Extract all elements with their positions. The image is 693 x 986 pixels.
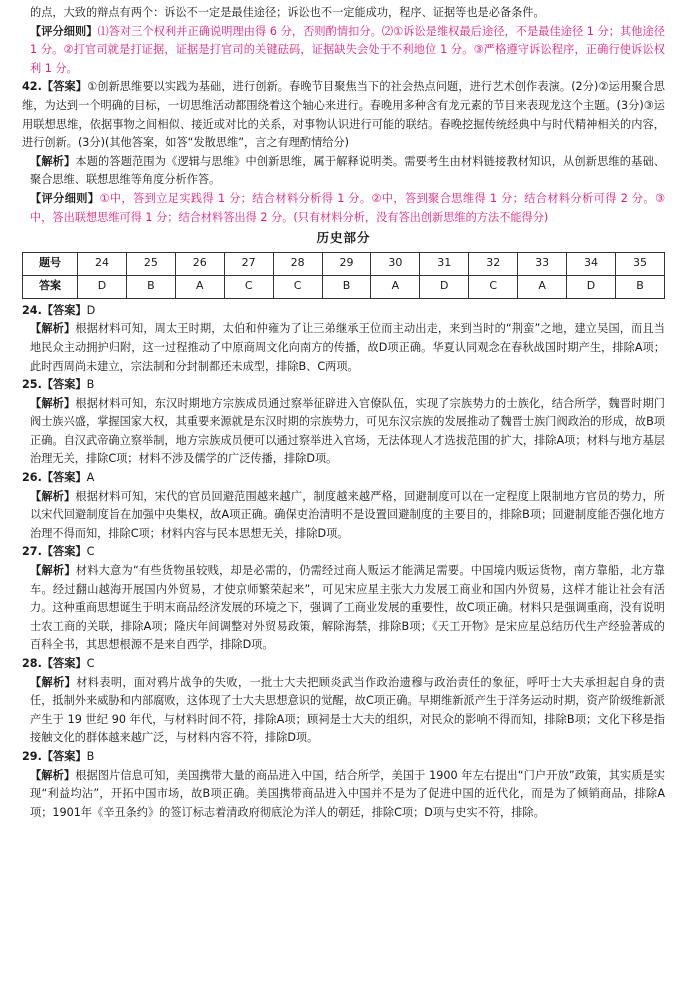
answer-key-table	[22, 252, 665, 299]
answer-letter: C	[86, 545, 95, 559]
question-number-cell: 32	[469, 252, 518, 275]
analysis-text: 材料大意为“有些货物虽较贱，却是必需的，仍需经过商人贩运才能满足需要。中国境内贩运货物，南方靠船，北方靠车。经过翻山越海开展国内外贸易，才使京师繁荣起来”，可见宋应星主张大力发展工商业和国内外贸易，这样才能让社会有活力。这种重商思想诞生于明末商品经济发展的环境之下，强调了工商业发展的重要性，故C项正确。材料只是强调重商，没有说明士农工商的关联，排除A项；隆庆年间调整对外贸易政策，解除海禁，排除B项；《天工开物》是宋应星总结历代生产经验著成的百科全书，其思想根源不是来自西学，排除D项。	[30, 564, 665, 652]
question-analysis	[22, 562, 665, 655]
question-number-cell: 27	[224, 252, 273, 275]
answer-tag: 【答案】	[41, 471, 87, 485]
answer-cell: D	[567, 275, 616, 298]
question-analysis	[22, 395, 665, 469]
answer-letter: B	[86, 378, 95, 392]
analysis-text: 根据材料可知，宋代的官员回避范围越来越广，制度越来越严格，回避制度可以在一定程度上限制地方官员的势力，所以宋代回避制度旨在加强中央集权，故A项正确。确保吏治清明不是设置回避制度的主要目的，排除B项；回避制度能否强化地方治理不得而知，排除C项；材料内容与民本思想无关，排除D项。	[30, 489, 665, 540]
rubric-text: ①中，答到立足实践得 1 分；结合材料分析得 1 分。②中，答到聚合思维得 1 分；结合材料分析可得 2 分。③中，答出联想思维可得 1 分；结合材料答出得 2 分。(只有材料分析，没有答出创新思维的方法不能得分)	[30, 191, 665, 224]
answer-cell: B	[322, 275, 371, 298]
answer-cell: B	[615, 275, 664, 298]
analysis-tag: 【解析】	[30, 675, 77, 689]
answer-letter: D	[86, 303, 96, 317]
question-number-cell: 24	[78, 252, 127, 275]
analysis-tag: 【解析】	[30, 489, 76, 503]
analysis-text: 根据图片信息可知，美国携带大量的商品进入中国，结合所学，美国于 1900 年左右提出“门户开放”政策，其实质是实现“利益均沾”，开拓中国市场，故B项正确。美国携带商品进入中国并不是为了促进中国的近代化，而是为了倾销商品，排除A项；1901年《辛丑条约》的签订标志着清政府彻底沦为洋人的朝廷，排除C项；D项与史实不符，排除。	[30, 768, 665, 819]
question-number: 28.	[22, 657, 42, 670]
answer-cell: D	[420, 275, 469, 298]
answer-cell: B	[126, 275, 175, 298]
answer-text: ①创新思维要以实践为基础，进行创新。春晚节目聚焦当下的社会热点问题，进行艺术创作表演。(2分)②运用聚合思维，为达到一个明确的目标，一切思维活动都围绕着这个轴心来进行。春晚用多种含有龙元素的节目来表现龙这个主题。(3分)③运用联想思维，依据事物之间相似、接近或对比的关系，对事物认识进行可能的联结。春晚挖掘传统经典中与时代精神相关的内容，进行创新。(3分)(其他答案，如答“发散思维”，言之有理酌情给分)	[22, 80, 665, 150]
analysis-tag: 【解析】	[30, 322, 76, 336]
question-answer-line	[22, 543, 665, 562]
answer-tag: 【答案】	[41, 657, 87, 670]
analysis-tag: 【解析】	[30, 768, 76, 782]
question-number: 26.	[22, 471, 42, 485]
answer-label: 答案	[23, 275, 78, 298]
answer-tag: 【答案】	[41, 749, 87, 763]
analysis-text: 材料表明，面对鸦片战争的失败，一批士大夫把顾炎武当作政治遗穆与政治责任的象征，呼吁士大夫承担起自身的责任，抵制外来威胁和内部腐败，这体现了士大夫思想意识的觉醒，故C项正确。早期维新派产生于洋务运动时期，资产阶级维新派产生于 19 世纪 90 年代，与材料时间不符，排除A项；顾祠是士大夫的组织，对民众的影响不得而知，排除B项；文化下移是指接触文化的群体越来越广泛，与材料内容不符，排除D项。	[30, 675, 665, 745]
question-number-cell: 26	[175, 252, 224, 275]
question-number-cell: 33	[518, 252, 567, 275]
question-answer-line	[22, 376, 665, 395]
question-number-cell: 31	[420, 252, 469, 275]
answer-cell: C	[469, 275, 518, 298]
question-analysis	[22, 767, 665, 823]
answer-cell: A	[175, 275, 224, 298]
question-42-answer	[22, 78, 665, 152]
answer-cell: A	[371, 275, 420, 298]
continuation-line: 的点，大致的辩点有两个：诉讼不一定是最佳途径；诉讼也不一定能成功，程序、证据等也是必备条件。	[30, 6, 545, 19]
answer-tag: 【答案】	[41, 303, 87, 317]
answer-letter: A	[86, 471, 95, 485]
question-number-cell: 35	[615, 252, 664, 275]
analysis-text: 本题的答题范围为《逻辑与思维》中创新思维，属于解释说明类。需要考生由材料链接教材知识，从创新思维的基础、聚合思维、联想思维等角度分析作答。	[30, 154, 665, 187]
question-42-analysis	[22, 153, 665, 190]
answer-tag: 【答案】	[41, 80, 88, 94]
answer-key-numbers-row	[23, 252, 665, 275]
question-number-cell: 34	[567, 252, 616, 275]
answer-letter: C	[86, 657, 95, 670]
analysis-text: 根据材料可知，周太王时期，太伯和仲雍为了让三弟继承王位而主动出走，来到当时的“荆蛮”之地，建立吴国，而且当地民众主动拥护归附，这一过程推动了中原商周文化向南方的传播，故D项正确。华夏认同观念在春秋战国时期产生，排除A项；此时西周尚未建立，宗法制和分封制都还未成型，排除B、C两项。	[30, 322, 665, 373]
answer-cell: C	[224, 275, 273, 298]
analysis-text: 根据材料可知，东汉时期地方宗族成员通过察举征辟进入官僚队伍，实现了宗族势力的士族化，结合所学，魏晋时期门阀士族兴盛，掌握国家大权，其重要来源就是东汉时期的宗族势力，可见东汉宗族的发展推动了魏晋士族门阀政治的形成，故B项正确。自汉武帝确立察举制，地方宗族成员便可以通过察举进入官场，无法体现人才选拔范围的扩大，排除A项；材料与地方基层治理无关，排除C项；材料不涉及儒学的广泛传播，排除D项。	[30, 396, 665, 466]
question-answer-line	[22, 655, 665, 674]
question-number: 25.	[22, 378, 42, 392]
header-label: 题号	[23, 252, 78, 275]
analysis-tag: 【解析】	[30, 564, 76, 578]
question-number: 42.	[22, 80, 42, 94]
question-answer-line	[22, 748, 665, 767]
question-analysis	[22, 488, 665, 544]
rubric-paragraph	[22, 23, 665, 79]
question-analysis	[22, 320, 665, 376]
answer-tag: 【答案】	[41, 545, 87, 559]
rubric-text: ⑴答对三个权利并正确说明理由得 6 分，否则酌情扣分。⑵①诉讼是维权最后途径，不是最佳途径 1 分；其他途径 1 分。②打官司就是打证据，证据是打官司的关键砝码，证据缺失会处于不利地位 1 分。③严格遵守诉讼程序，正确行使诉讼权利 1 分。	[30, 24, 665, 75]
answer-cell: D	[78, 275, 127, 298]
analysis-tag: 【解析】	[30, 154, 76, 168]
answer-letter: B	[86, 749, 95, 763]
question-42-rubric	[22, 190, 665, 227]
answer-key-answers-row	[23, 275, 665, 298]
question-answer-line	[22, 302, 665, 321]
question-number-cell: 25	[126, 252, 175, 275]
question-number-cell: 29	[322, 252, 371, 275]
section-title: 历史部分	[316, 230, 371, 246]
answer-cell: C	[273, 275, 322, 298]
answer-cell: A	[518, 275, 567, 298]
question-analysis	[22, 674, 665, 748]
rubric-tag: 【评分细则】	[30, 24, 98, 38]
question-number: 27.	[22, 545, 42, 559]
question-answer-line	[22, 469, 665, 488]
analysis-tag: 【解析】	[30, 396, 76, 410]
question-number-cell: 30	[371, 252, 420, 275]
question-number: 24.	[22, 303, 42, 317]
answer-tag: 【答案】	[41, 378, 87, 392]
rubric-tag: 【评分细则】	[30, 191, 100, 205]
question-number: 29.	[22, 749, 42, 763]
question-number-cell: 28	[273, 252, 322, 275]
